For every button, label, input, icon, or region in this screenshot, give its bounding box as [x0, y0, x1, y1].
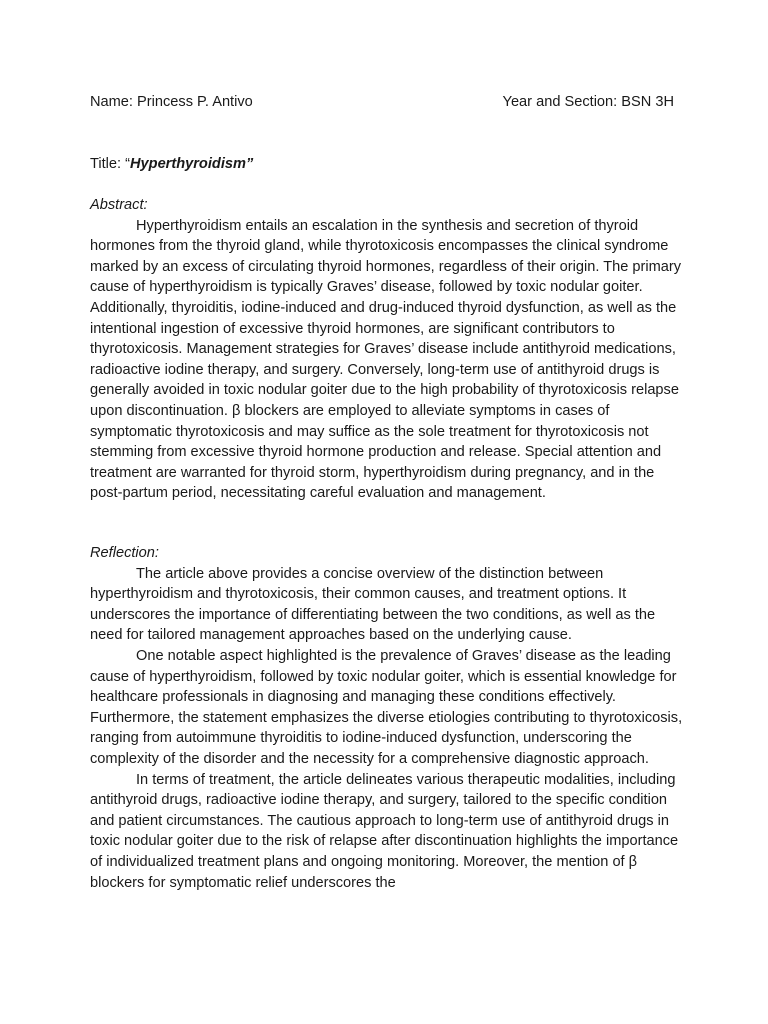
document-title: [90, 154, 253, 175]
abstract-heading: Abstract:: [90, 197, 148, 213]
reflection-paragraph: In terms of treatment, the article delineates various therapeutic modalities, including antithyroid drugs, radioactive iodine therapy, and surgery, tailored to the specific condition and patient circumstances. The cautious approach to long-term use of antithyroid drugs in toxic nodular goiter due to the risk of relapse after discontinuation highlights the importance of individualized treatment plans and ongoing monitoring. Moreover, the mention of β blockers for symptomatic relief underscores the: [90, 771, 679, 891]
title-text: Hyperthyroidism: [130, 156, 246, 172]
abstract-section: [90, 195, 688, 504]
reflection-paragraph: The article above provides a concise overview of the distinction between hyperthyroidism and thyrotoxicosis, their common causes, and treatment options. It underscores the importance of differentiating between the two conditions, as well as the need for tailored management approaches based on the underlying cause.: [90, 565, 656, 644]
reflection-heading: Reflection:: [90, 545, 159, 561]
reflection-section: [90, 543, 688, 893]
reflection-paragraph: One notable aspect highlighted is the prevalence of Graves’ disease as the leading cause of hyperthyroidism, followed by toxic nodular goiter, which is essential knowledge for healthcare professionals in diagnosing and managing these conditions effectively. Furthermore, the statement emphasizes the diverse etiologies contributing to thyrotoxicosis, ranging from autoimmune thyroiditis to iodine-induced dysfunction, underscoring the complexity of the disorder and the necessity for a comprehensive diagnostic approach.: [90, 647, 683, 767]
student-name: Name: Princess P. Antivo: [90, 94, 253, 110]
header-row: [90, 92, 674, 113]
abstract-paragraph: Hyperthyroidism entails an escalation in the synthesis and secretion of thyroid hormones from the thyroid gland, while thyrotoxicosis encompasses the clinical syndrome marked by an excess of circulating thyroid hormones, regardless of their origin. The primary cause of hyperthyroidism is typically Graves’ disease, followed by toxic nodular goiter. Additionally, thyroiditis, iodine-induced and drug-induced thyroid dysfunction, as well as the intentional ingestion of excessive thyroid hormones, are significant contributors to thyrotoxicosis. Management strategies for Graves’ disease include antithyroid medications, radioactive iodine therapy, and surgery. Conversely, long-term use of antithyroid drugs is generally avoided in toxic nodular goiter due to the high probability of thyrotoxicosis relapse upon discontinuation. β blockers are employed to alleviate symptoms in cases of symptomatic thyrotoxicosis and may suffice as the sole treatment for thyrotoxicosis not stemming from excessive thyroid hormone production and release. Special attention and treatment are warranted for thyroid storm, hyperthyroidism during pregnancy, and in the post-partum period, necessitating careful evaluation and management.: [90, 217, 682, 502]
title-prefix: Title: “: [90, 156, 130, 172]
title-suffix: ”: [245, 156, 254, 172]
year-section: Year and Section: BSN 3H: [502, 94, 674, 110]
